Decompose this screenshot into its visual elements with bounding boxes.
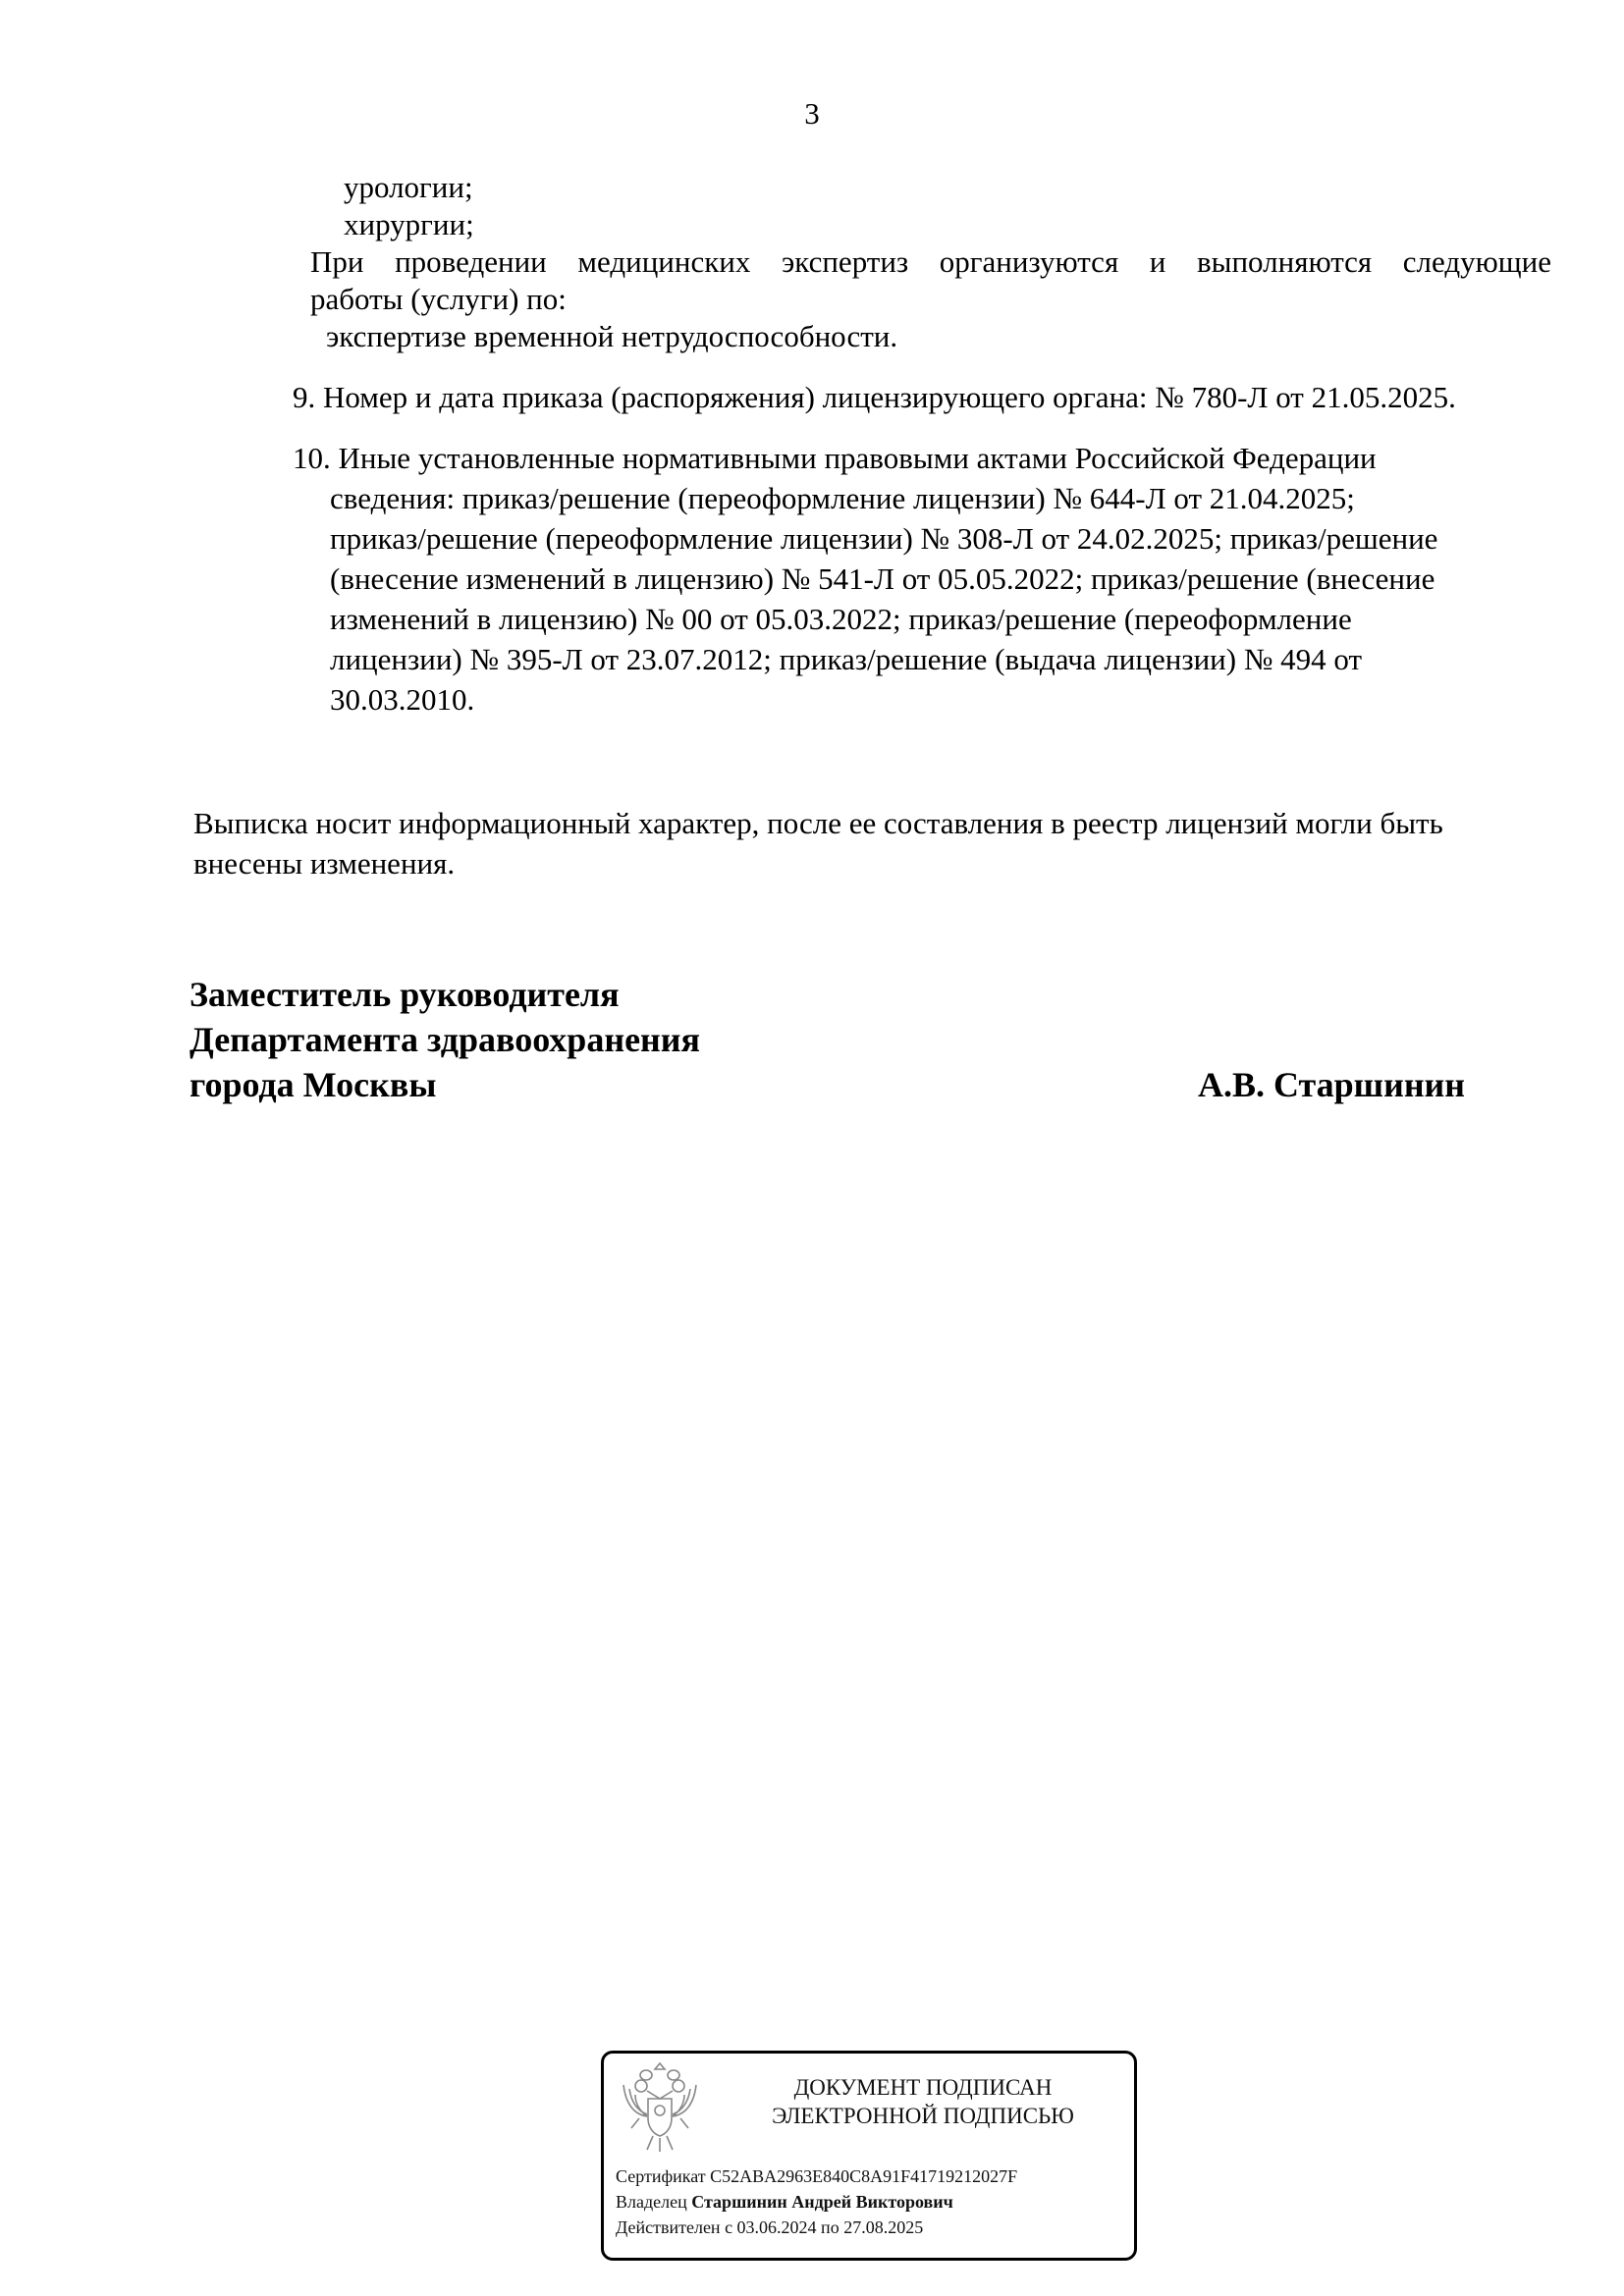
expertise-intro-line2: работы (услуги) по: — [310, 282, 567, 316]
section-10-line: изменений в лицензию) № 00 от 05.03.2022; приказ/решение (переоформление — [330, 602, 1352, 636]
stamp-title-line2: ЭЛЕКТРОННОЙ ПОДПИСЬЮ — [772, 2104, 1074, 2128]
stamp-certificate-value: C52ABA2963E840C8A91F41719212027F — [710, 2166, 1018, 2186]
signatory-position-line3: города Москвы — [189, 1065, 437, 1104]
stamp-owner-value: Старшинин Андрей Викторович — [691, 2192, 953, 2212]
signatory-name: А.В. Старшинин — [1198, 1065, 1466, 1104]
disclaimer-line1: Выписка носит информационный характер, после ее составления в реестр лицензий могли быть — [193, 806, 1443, 840]
list-item-expertise: экспертизе временной нетрудоспособности. — [326, 319, 898, 353]
disclaimer-line2: внесены изменения. — [193, 846, 456, 881]
russian-coat-of-arms-icon — [618, 2059, 702, 2156]
signatory-position-line1: Заместитель руководителя — [189, 975, 620, 1014]
section-10-line: (внесение изменений в лицензию) № 541-Л от 05.05.2022; приказ/решение (внесение — [330, 561, 1435, 596]
section-10-line: 10. Иные установленные нормативными правовыми актами Российской Федерации — [293, 441, 1377, 475]
expertise-intro-line1: При проведении медицинских экспертиз организуются и выполняются следующие — [310, 244, 1551, 279]
page-number: 3 — [804, 96, 820, 131]
section-10-line: сведения: приказ/решение (переоформление лицензии) № 644-Л от 21.04.2025; — [330, 481, 1355, 515]
electronic-signature-stamp — [601, 2051, 1137, 2261]
list-item-surgery: хирургии; — [344, 207, 474, 241]
stamp-owner — [616, 2189, 953, 2215]
stamp-owner-label: Владелец — [616, 2192, 687, 2212]
list-item-urology: урологии; — [344, 170, 473, 204]
stamp-validity: Действителен с 03.06.2024 по 27.08.2025 — [616, 2217, 924, 2237]
stamp-title-line1: ДОКУМЕНТ ПОДПИСАН — [793, 2075, 1053, 2100]
section-10-line: лицензии) № 395-Л от 23.07.2012; приказ/решение (выдача лицензии) № 494 от — [330, 642, 1363, 676]
stamp-certificate-label: Сертификат — [616, 2166, 706, 2186]
section-10-line: приказ/решение (переоформление лицензии) № 308-Л от 24.02.2025; приказ/решение — [330, 521, 1438, 556]
section-10-line: 30.03.2010. — [330, 682, 475, 717]
signatory-position-line2: Департамента здравоохранения — [189, 1020, 701, 1059]
section-9: 9. Номер и дата приказа (распоряжения) лицензирующего органа: № 780-Л от 21.05.2025. — [293, 380, 1456, 414]
stamp-certificate — [616, 2163, 1017, 2189]
